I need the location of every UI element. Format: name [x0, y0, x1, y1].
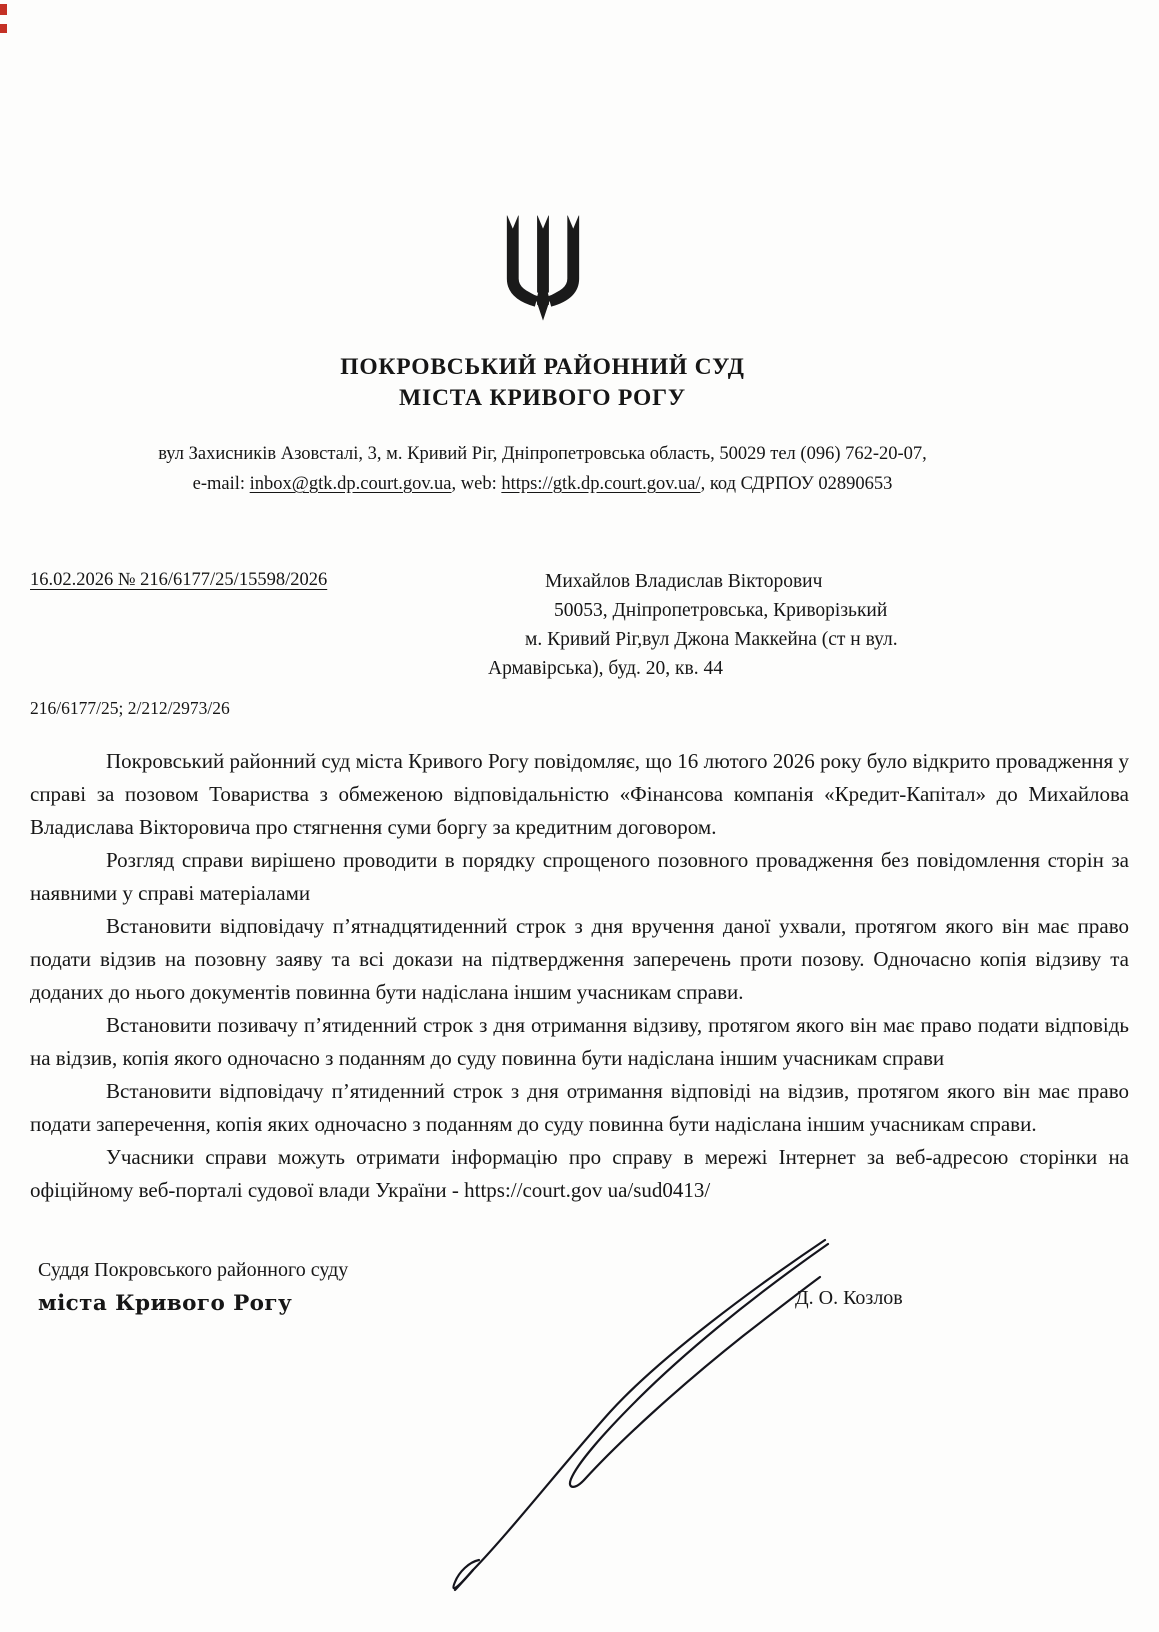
- body-paragraph: Встановити відповідачу п’ятиденний строк з дня отримання відповіді на відзив, протягом якого він має право подати заперечення, копія яких одночасно з поданням до суду повинна бути надіслана іншим учасникам справи.: [30, 1078, 1129, 1136]
- body-paragraph: Учасники справи можуть отримати інформацію про справу в мережі Інтернет за веб-адресою сторінки на офіційному веб-порталі судової влади України - https://court.gov ua/sud0413/: [30, 1144, 1129, 1202]
- judge-title-line1: Суддя Покровського районного суду: [38, 1258, 349, 1281]
- addressee-block: [488, 568, 1088, 683]
- court-address-line: вул Захисників Азовсталі, 3, м. Кривий Ріг, Дніпропетровська область, 50029 тел (096) 762-20-07,: [158, 444, 927, 465]
- outgoing-date-number: 16.02.2026 № 216/6177/25/15598/2026: [30, 569, 328, 590]
- edrpou-code: , код СДРПОУ 02890653: [700, 474, 893, 494]
- addressee-region: 50053, Дніпропетровська, Криворізький: [554, 599, 888, 621]
- court-email: inbox@gtk.dp.court.gov.ua: [249, 474, 452, 494]
- body-paragraph: Встановити відповідачу п’ятнадцятиденний строк з дня вручення даної ухвали, протягом якого він має право подати відзив на позовну заяву та всі докази на підтвердження заперечень проти позову. Одночасно копія відзиву та доданих до нього документів повинна бути надіслана іншим учасникам справи.: [30, 913, 1129, 1004]
- web-label: , web:: [451, 474, 502, 494]
- addressee-name: Михайлов Владислав Вікторович: [545, 570, 823, 592]
- case-numbers: 216/6177/25; 2/212/2973/26: [30, 697, 230, 718]
- scan-artifact: [0, 24, 7, 33]
- body-paragraph: Покровський районний суд міста Кривого Рогу повідомляє, що 16 лютого 2026 року було відкрито провадження у справі за позовом Товариства з обмеженою відповідальністю «Фінансова компанія «Кредит-Капітал» до Михайлова Владислава Вікторовича про стягнення суми боргу за кредитним договором.: [30, 748, 1129, 839]
- body-paragraph: Розгляд справи вирішено проводити в порядку спрощеного позовного провадження без повідомлення сторін за наявними у справі матеріалами: [30, 847, 1129, 905]
- letterhead: [0, 212, 1085, 500]
- judge-name: Д. О. Козлов: [795, 1286, 903, 1309]
- letter-body: [30, 745, 1129, 1207]
- email-label: e-mail:: [192, 474, 250, 494]
- judge-title-line2: міста Кривого Рогу: [38, 1290, 293, 1316]
- court-name: [0, 352, 1085, 414]
- scan-artifact: [0, 4, 7, 15]
- addressee-building: Армавірська), буд. 20, кв. 44: [488, 657, 723, 679]
- addressee-street: м. Кривий Ріг,вул Джона Маккейна (ст н вул.: [525, 628, 898, 650]
- court-name-line1: ПОКРОВСЬКИЙ РАЙОННИЙ СУД: [340, 354, 745, 380]
- body-paragraph: Встановити позивачу п’ятиденний строк з дня отримання відзиву, протягом якого він має право подати відповідь на відзив, копія якого одночасно з поданням до суду повинна бути надіслана іншим учасникам справи: [30, 1012, 1129, 1070]
- court-name-line2: МІСТА КРИВОГО РОГУ: [399, 385, 686, 412]
- signature-block: [38, 1259, 1129, 1349]
- reference-and-addressee: [0, 568, 1159, 690]
- court-web-url: https://gtk.dp.court.gov.ua/: [501, 474, 701, 494]
- court-contacts: [0, 440, 1085, 500]
- ukraine-trident-emblem: [497, 212, 589, 340]
- court-contact-line: [0, 470, 1085, 500]
